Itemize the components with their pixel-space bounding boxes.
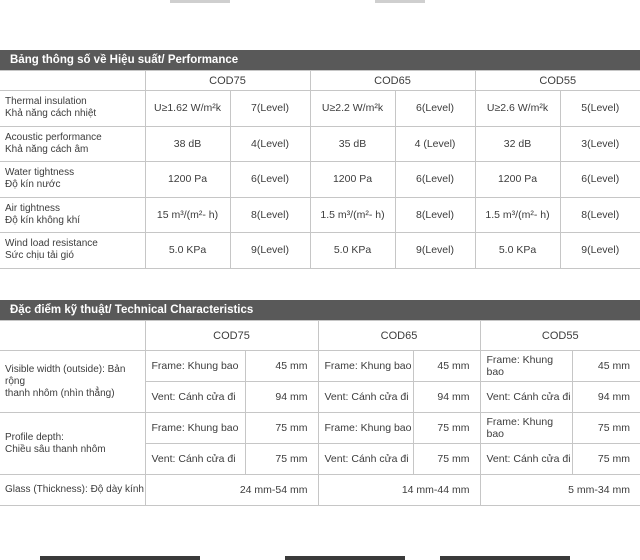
value-cell: 94 mm xyxy=(572,382,640,413)
level-cell: 8(Level) xyxy=(230,197,310,233)
value-cell: 1200 Pa xyxy=(310,162,395,198)
table-row xyxy=(0,91,640,127)
label-line: Chiều sâu thanh nhôm xyxy=(5,443,106,455)
table-row xyxy=(0,162,640,198)
value-cell: 38 dB xyxy=(145,126,230,162)
technical-table xyxy=(0,320,640,506)
part-label: Vent: Cánh cửa đi xyxy=(318,382,413,413)
model-header: COD65 xyxy=(310,71,475,91)
row-label xyxy=(0,91,145,127)
row-label xyxy=(0,233,145,269)
level-cell: 9(Level) xyxy=(230,233,310,269)
value-cell: 75 mm xyxy=(245,413,318,444)
value-cell: 94 mm xyxy=(413,382,480,413)
value-cell: 1.5 m³/(m²- h) xyxy=(310,197,395,233)
model-header: COD55 xyxy=(480,321,640,351)
part-label: Vent: Cánh cửa đi xyxy=(145,444,245,475)
label-line: Khả năng cách nhiệt xyxy=(5,108,97,120)
value-cell: 5.0 KPa xyxy=(310,233,395,269)
model-header: COD65 xyxy=(318,321,480,351)
label-line: Water tightness xyxy=(5,167,75,179)
value-cell: 35 dB xyxy=(310,126,395,162)
part-label: Frame: Khung bao xyxy=(318,413,413,444)
table-row xyxy=(0,233,640,269)
value-cell: 75 mm xyxy=(413,444,480,475)
value-cell: 5 mm-34 mm xyxy=(480,475,640,506)
header-corner xyxy=(0,321,145,351)
value-cell: 32 dB xyxy=(475,126,560,162)
model-header: COD75 xyxy=(145,321,318,351)
label-line: thanh nhôm (nhìn thẳng) xyxy=(5,387,115,399)
part-label: Frame: Khung bao xyxy=(145,351,245,382)
row-label xyxy=(0,351,145,413)
top-edge-mark xyxy=(375,0,425,3)
value-cell: 45 mm xyxy=(572,351,640,382)
value-cell: 75 mm xyxy=(413,413,480,444)
level-cell: 3(Level) xyxy=(560,126,640,162)
part-label: Frame: Khung bao xyxy=(480,351,572,382)
value-cell: 45 mm xyxy=(413,351,480,382)
label-line: Độ kín nước xyxy=(5,179,61,191)
model-header: COD75 xyxy=(145,71,310,91)
row-label xyxy=(0,197,145,233)
part-label: Vent: Cánh cửa đi xyxy=(145,382,245,413)
label-line: Acoustic performance xyxy=(5,131,102,143)
level-cell: 7(Level) xyxy=(230,91,310,127)
label-line: Profile depth: xyxy=(5,431,64,443)
label-line: Khả năng cách âm xyxy=(5,143,89,155)
part-label: Frame: Khung bao xyxy=(318,351,413,382)
level-cell: 6(Level) xyxy=(395,162,475,198)
value-cell: 15 m³/(m²- h) xyxy=(145,197,230,233)
level-cell: 6(Level) xyxy=(395,91,475,127)
value-cell: 5.0 KPa xyxy=(475,233,560,269)
level-cell: 4(Level) xyxy=(230,126,310,162)
bottom-edge-mark xyxy=(285,556,405,560)
level-cell: 8(Level) xyxy=(395,197,475,233)
performance-title: Bảng thông số về Hiệu suất/ Performance xyxy=(0,50,640,70)
top-edge-mark xyxy=(170,0,230,3)
table-row xyxy=(0,475,640,506)
value-cell: 24 mm-54 mm xyxy=(145,475,318,506)
value-cell: 1.5 m³/(m²- h) xyxy=(475,197,560,233)
performance-header-row xyxy=(0,71,640,91)
value-cell: 75 mm xyxy=(572,413,640,444)
value-cell: 94 mm xyxy=(245,382,318,413)
part-label: Vent: Cánh cửa đi xyxy=(318,444,413,475)
label-line: Thermal insulation xyxy=(5,96,87,108)
label-line: Air tightness xyxy=(5,202,61,214)
value-cell: U≥2.6 W/m²k xyxy=(475,91,560,127)
row-label xyxy=(0,413,145,475)
value-cell: U≥1.62 W/m²k xyxy=(145,91,230,127)
row-label xyxy=(0,126,145,162)
level-cell: 6(Level) xyxy=(230,162,310,198)
value-cell: 1200 Pa xyxy=(475,162,560,198)
table-row xyxy=(0,197,640,233)
value-cell: 45 mm xyxy=(245,351,318,382)
bottom-edge-mark xyxy=(440,556,570,560)
technical-title: Đặc điểm kỹ thuật/ Technical Characteristics xyxy=(0,300,640,320)
part-label: Vent: Cánh cửa đi xyxy=(480,382,572,413)
value-cell: U≥2.2 W/m²k xyxy=(310,91,395,127)
row-label: Glass (Thickness): Độ dày kính xyxy=(0,475,145,506)
technical-header-row xyxy=(0,321,640,351)
value-cell: 1200 Pa xyxy=(145,162,230,198)
value-cell: 14 mm-44 mm xyxy=(318,475,480,506)
level-cell: 4 (Level) xyxy=(395,126,475,162)
label-line: Wind load resistance xyxy=(5,238,98,250)
performance-table xyxy=(0,70,640,269)
label-line: Sức chịu tải gió xyxy=(5,250,74,262)
part-label: Vent: Cánh cửa đi xyxy=(480,444,572,475)
model-header: COD55 xyxy=(475,71,640,91)
level-cell: 8(Level) xyxy=(560,197,640,233)
table-row xyxy=(0,413,640,444)
value-cell: 75 mm xyxy=(245,444,318,475)
table-row xyxy=(0,351,640,382)
label-line: Visible width (outside): Bản rộng xyxy=(5,363,126,387)
value-cell: 5.0 KPa xyxy=(145,233,230,269)
label-line: Độ kín không khí xyxy=(5,214,81,226)
header-corner xyxy=(0,71,145,91)
value-cell: 75 mm xyxy=(572,444,640,475)
bottom-edge-mark xyxy=(40,556,200,560)
level-cell: 9(Level) xyxy=(395,233,475,269)
part-label: Frame: Khung bao xyxy=(145,413,245,444)
level-cell: 6(Level) xyxy=(560,162,640,198)
row-label xyxy=(0,162,145,198)
part-label: Frame: Khung bao xyxy=(480,413,572,444)
level-cell: 5(Level) xyxy=(560,91,640,127)
table-row xyxy=(0,126,640,162)
level-cell: 9(Level) xyxy=(560,233,640,269)
